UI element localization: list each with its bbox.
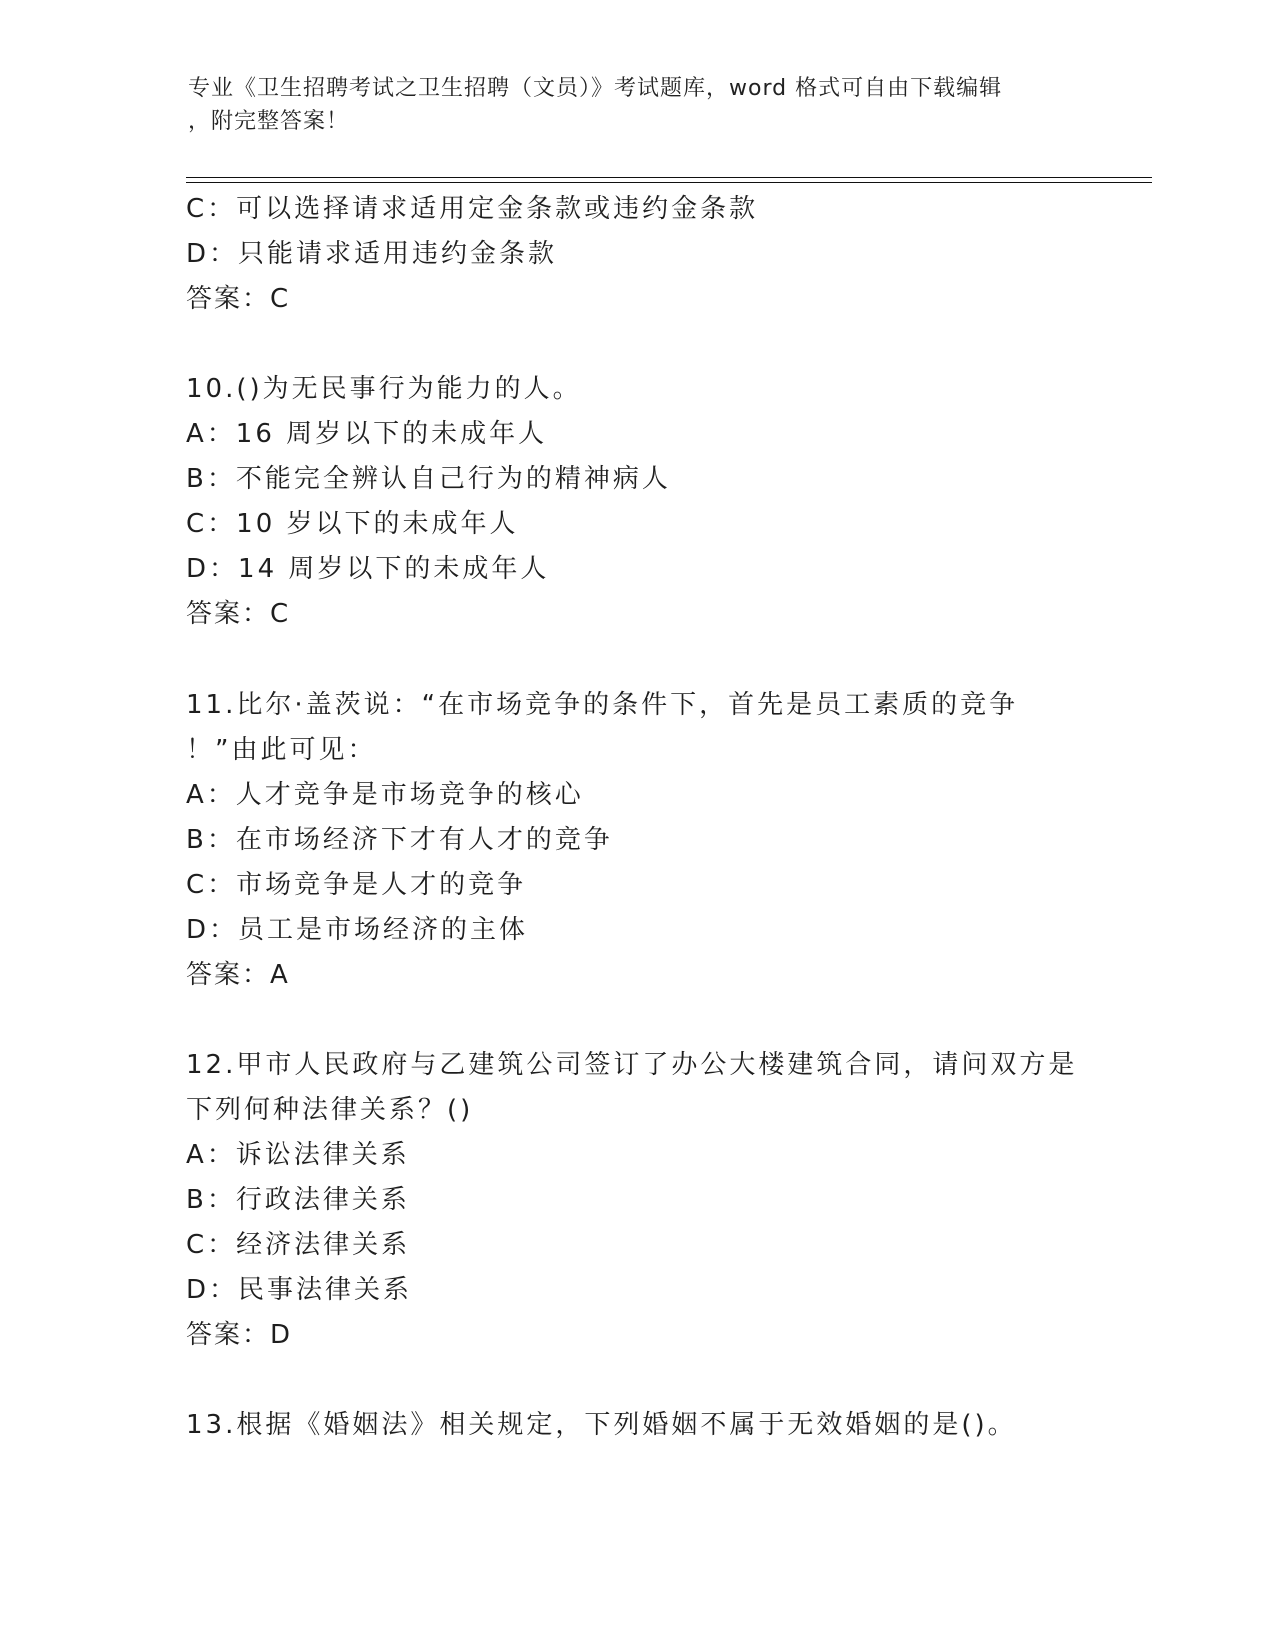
- q12-option-d: D：民事法律关系: [186, 1275, 413, 1305]
- q9-option-d: D：只能请求适用违约金条款: [186, 239, 558, 269]
- q11-option-d: D：员工是市场经济的主体: [186, 915, 529, 945]
- q10-option-a: A：16 周岁以下的未成年人: [186, 419, 548, 449]
- q11-stem-line-2: ！”由此可见：: [186, 735, 377, 765]
- q11-option-a: A：人才竞争是市场竞争的核心: [186, 780, 584, 810]
- header-line-2: ，附完整答案！: [188, 109, 350, 134]
- header-divider-top: [186, 177, 1152, 178]
- header-line-1: 专业《卫生招聘考试之卫生招聘（文员）》考试题库，word 格式可自由下载编辑: [188, 76, 1003, 101]
- q12-option-a: A：诉讼法律关系: [186, 1140, 410, 1170]
- q12-stem-line-1: 12.甲市人民政府与乙建筑公司签订了办公大楼建筑合同，请问双方是: [186, 1050, 1078, 1080]
- q11-option-b: B：在市场经济下才有人才的竞争: [186, 825, 613, 855]
- document-header: [188, 72, 1088, 138]
- q11-answer: 答案：A: [186, 960, 290, 990]
- q11-option-c: C：市场竞争是人才的竞争: [186, 870, 527, 900]
- q12-answer: 答案：D: [186, 1320, 293, 1350]
- q10-stem: 10.()为无民事行为能力的人。: [186, 374, 582, 404]
- q11-stem-line-1: 11.比尔·盖茨说：“在市场竞争的条件下，首先是员工素质的竞争: [186, 690, 1019, 720]
- header-divider-bottom: [186, 182, 1152, 183]
- q9-option-c: C：可以选择请求适用定金条款或违约金条款: [186, 194, 759, 224]
- q10-option-c: C：10 岁以下的未成年人: [186, 509, 519, 539]
- q12-stem-line-2: 下列何种法律关系？(): [186, 1095, 474, 1125]
- q12-option-b: B：行政法律关系: [186, 1185, 410, 1215]
- q10-option-b: B：不能完全辨认自己行为的精神病人: [186, 464, 671, 494]
- q12-option-c: C：经济法律关系: [186, 1230, 411, 1260]
- q10-answer: 答案：C: [186, 599, 291, 629]
- q9-answer: 答案：C: [186, 284, 291, 314]
- q10-option-d: D：14 周岁以下的未成年人: [186, 554, 550, 584]
- q13-stem: 13.根据《婚姻法》相关规定，下列婚姻不属于无效婚姻的是()。: [186, 1410, 1017, 1440]
